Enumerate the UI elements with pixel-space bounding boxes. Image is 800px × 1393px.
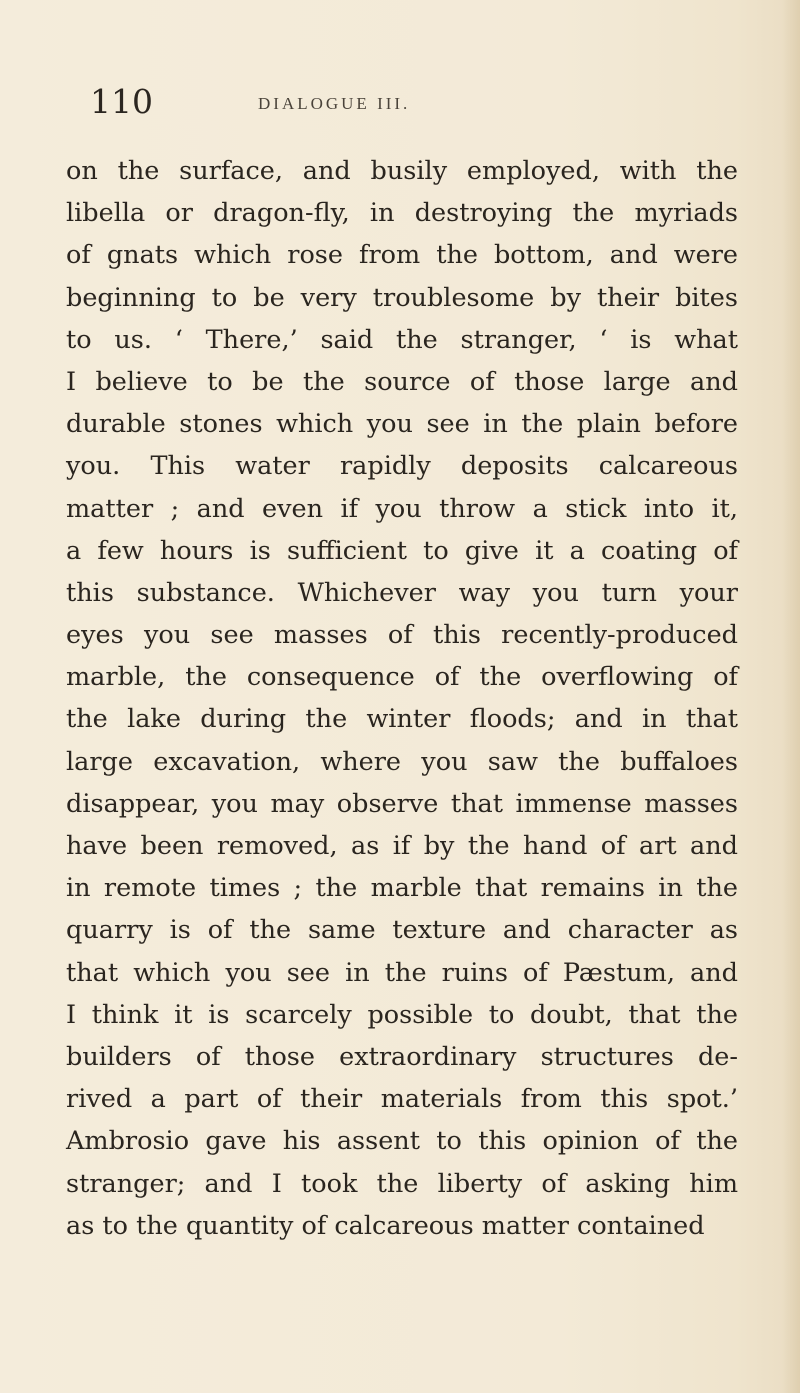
text-line: a few hours is sufficient to give it a coating of (66, 535, 738, 566)
page-edge-shadow (782, 0, 800, 1393)
text-line: stranger; and I took the liberty of asking him (66, 1168, 738, 1199)
text-line: of gnats which rose from the bottom, and were (66, 240, 738, 271)
running-head: DIALOGUE III. (258, 94, 411, 113)
text-line: that which you see in the ruins of Pæstum, and (66, 957, 738, 988)
text-line: disappear, you may observe that immense masses (66, 788, 738, 819)
text-line: eyes you see masses of this recently-produced (66, 620, 738, 651)
text-line: large excavation, where you saw the buffaloes (66, 746, 738, 777)
text-line: on the surface, and busily employed, with the (66, 156, 738, 186)
text-line: quarry is of the same texture and character as (66, 915, 738, 946)
text-line: beginning to be very troublesome by their bites (66, 282, 738, 313)
body-text (66, 150, 738, 1247)
text-line: matter ; and even if you throw a stick into it, (66, 493, 738, 524)
text-line: Ambrosio gave his assent to this opinion of the (66, 1126, 738, 1157)
text-line: rived a part of their materials from this spot.’ (66, 1084, 738, 1115)
text-line: this substance. Whichever way you turn your (66, 577, 738, 608)
text-line: builders of those extraordinary structures de- (66, 1041, 738, 1072)
text-line: as to the quantity of calcareous matter contained (66, 1210, 705, 1241)
text-line: I think it is scarcely possible to doubt, that the (66, 999, 738, 1030)
page-number: 110 (90, 82, 153, 121)
text-line: marble, the consequence of the overflowing of (66, 662, 738, 693)
text-line: you. This water rapidly deposits calcareous (66, 451, 738, 482)
page-header (90, 82, 750, 132)
text-line: have been removed, as if by the hand of art and (66, 831, 738, 861)
text-line: durable stones which you see in the plain before (66, 409, 738, 440)
text-line: I believe to be the source of those large and (66, 366, 738, 397)
text-line: the lake during the winter floods; and in that (66, 704, 738, 735)
text-line: libella or dragon-fly, in destroying the myriads (66, 198, 738, 229)
text-line: to us. ‘ There,’ said the stranger, ‘ is what (66, 324, 738, 355)
text-line: in remote times ; the marble that remains in the (66, 873, 738, 904)
